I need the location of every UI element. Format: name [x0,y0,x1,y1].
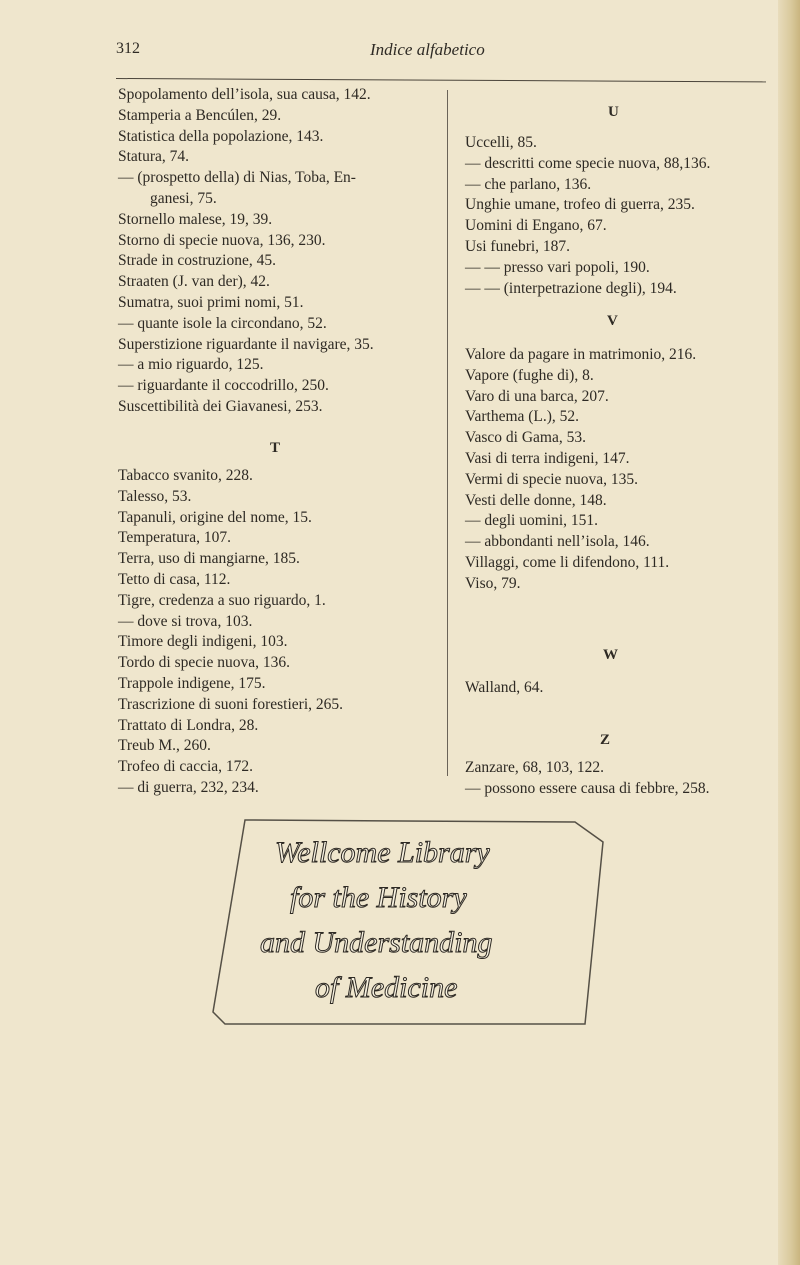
index-entry: Tigre, credenza a suo riguardo, 1. [118,591,326,609]
index-entry: Treub M., 260. [118,737,211,755]
index-entry: — di guerra, 232, 234. [118,778,259,796]
index-entry: Vermi di specie nuova, 135. [465,470,639,488]
index-entry: Villaggi, come li difendono, 111. [465,553,670,571]
index-block-t [118,466,343,799]
index-entry: Varthema (L.), 52. [465,408,580,426]
page-edge [778,0,800,1265]
index-entry: Talesso, 53. [118,487,192,505]
index-entry: Spopolamento dell’isola, sua causa, 142. [118,86,371,103]
index-block-w [465,678,543,699]
index-entry: Trofeo di caccia, 172. [118,758,254,776]
index-entry: Tabacco svanito, 228. [118,467,253,484]
index-entry: Varo di una barca, 207. [465,387,609,405]
section-letter-w: W [603,647,618,663]
index-entry: Vesti delle donne, 148. [465,491,607,509]
index-entry: Stornello malese, 19, 39. [118,210,273,228]
index-entry: Usi funebri, 187. [465,237,571,255]
index-entry: Zanzare, 68, 103, 122. [465,759,605,776]
index-entry: Uccelli, 85. [465,134,537,151]
running-header: Indice alfabetico [370,40,485,59]
page-number: 312 [116,40,140,57]
index-entry: — abbondanti nell’isola, 146. [465,533,650,551]
index-entry: Timore degli indigeni, 103. [118,633,288,651]
section-letter-z: Z [600,732,611,748]
index-entry: — riguardante il coccodrillo, 250. [118,377,329,395]
svg-text:of Medicine: of Medicine [315,971,458,1004]
index-entry: Trascrizione di suoni forestieri, 265. [118,695,343,713]
svg-text:for the History: for the History [290,881,467,914]
index-entry: Vasi di terra indigeni, 147. [465,449,630,467]
index-entry: — degli uomini, 151. [465,512,599,530]
section-letter-t: T [270,440,281,456]
index-entry: — descritti come specie nuova, 88,136. [465,154,711,172]
svg-text:and Understanding: and Understanding [260,926,493,959]
column-divider [447,90,448,776]
index-entry: Superstizione riguardante il navigare, 35. [118,335,374,353]
svg-text:Wellcome Library: Wellcome Library [275,836,490,869]
index-block-z [465,758,710,800]
index-entry: Uomini di Engano, 67. [465,217,607,235]
index-entry: Unghie umane, trofeo di guerra, 235. [465,196,695,214]
index-entry: Tetto di casa, 112. [118,570,231,588]
index-entry: — che parlano, 136. [465,175,592,193]
library-stamp [205,812,605,1042]
index-entry: Temperatura, 107. [118,529,231,547]
header-rule [116,78,766,82]
index-entry: Straaten (J. van der), 42. [118,273,270,291]
index-entry: Statura, 74. [118,148,190,166]
index-entry: Strade in costruzione, 45. [118,252,276,270]
index-block-v [465,345,696,595]
section-letter-v: V [607,313,618,329]
index-entry: — dove si trova, 103. [118,612,253,630]
section-letter-u: U [608,104,619,120]
index-entry: Suscettibilità dei Giavanesi, 253. [118,397,323,415]
index-block-s [118,85,374,418]
index-entry: — — (interpetrazione degli), 194. [465,279,677,297]
index-block-u [465,133,710,299]
index-entry: — a mio riguardo, 125. [118,356,264,374]
index-entry: Walland, 64. [465,679,544,696]
index-entry: Vapore (fughe di), 8. [465,366,594,384]
index-entry: Viso, 79. [465,574,521,592]
index-entry: Stamperia a Bencúlen, 29. [118,106,282,124]
index-entry: — (prospetto della) di Nias, Toba, En- [118,169,356,187]
index-entry: Trappole indigene, 175. [118,674,266,692]
index-entry: Tapanuli, origine del nome, 15. [118,508,312,526]
index-entry: Storno di specie nuova, 136, 230. [118,231,326,249]
index-entry: — possono essere causa di febbre, 258. [465,779,710,797]
index-entry: — — presso vari popoli, 190. [465,258,650,276]
index-entry: Statistica della popolazione, 143. [118,127,324,145]
index-entry: Sumatra, suoi primi nomi, 51. [118,293,304,311]
index-entry: ganesi, 75. [150,189,217,207]
index-entry: Valore da pagare in matrimonio, 216. [465,346,697,363]
index-entry: Vasco di Gama, 53. [465,429,586,447]
index-entry: Tordo di specie nuova, 136. [118,654,290,672]
index-entry: — quante isole la circondano, 52. [118,314,327,332]
index-entry: Terra, uso di mangiarne, 185. [118,550,300,568]
index-entry: Trattato di Londra, 28. [118,716,259,734]
